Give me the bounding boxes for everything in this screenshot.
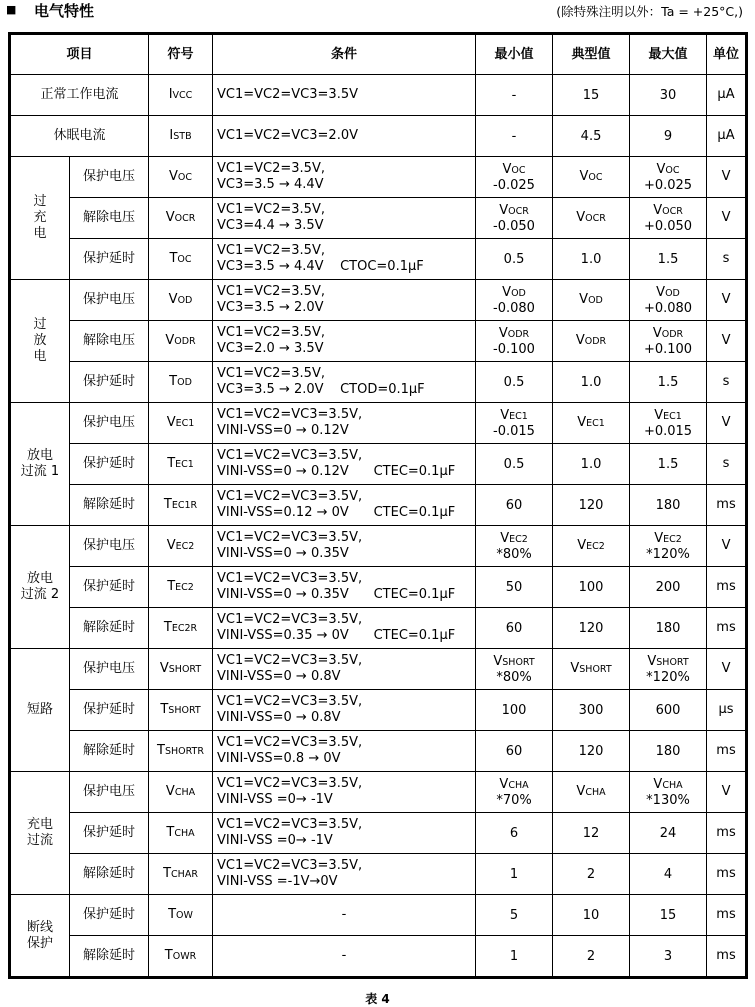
unit-cell: ms xyxy=(707,567,746,608)
symbol-cell: TSHORT xyxy=(149,690,213,731)
unit-cell: μA xyxy=(707,75,746,116)
col-header-min: 最小值 xyxy=(476,35,553,75)
symbol-cell: TEC2 xyxy=(149,567,213,608)
symbol-cell: VSHORT xyxy=(149,649,213,690)
min-value: 1 xyxy=(476,854,553,895)
symbol-cell: TOD xyxy=(149,362,213,403)
condition-line-2: VINI-VSS=0 → 0.12V xyxy=(217,423,349,438)
min-value: VOCR -0.050 xyxy=(476,198,553,239)
group-label: 断线 保护 xyxy=(11,895,70,977)
typ-value: 12 xyxy=(553,813,630,854)
table-row xyxy=(11,321,746,362)
typ-value: 300 xyxy=(553,690,630,731)
section-title: 电气特性 xyxy=(34,2,95,20)
unit-cell: ms xyxy=(707,895,746,936)
symbol-cell: TEC1R xyxy=(149,485,213,526)
condition-line-2: VC3=3.5 → 4.4V CTOC=0.1μF xyxy=(217,259,424,274)
min-value: 6 xyxy=(476,813,553,854)
min-value: 5 xyxy=(476,895,553,936)
symbol-cell: VOD xyxy=(149,280,213,321)
condition-cell xyxy=(213,936,476,977)
max-value: VSHORT *120% xyxy=(630,649,707,690)
unit-cell: V xyxy=(707,157,746,198)
max-value: 1.5 xyxy=(630,239,707,280)
param-label: 解除延时 xyxy=(70,854,149,895)
item-label: 正常工作电流 xyxy=(11,75,149,116)
max-value: 1.5 xyxy=(630,362,707,403)
condition-line-2: VINI-VSS=0 → 0.8V xyxy=(217,710,341,725)
condition-line-1: VC1=VC2=VC3=3.5V xyxy=(217,87,358,102)
max-value: 15 xyxy=(630,895,707,936)
condition-cell xyxy=(213,75,476,116)
condition-line-2: VINI-VSS=0 → 0.35V CTEC=0.1μF xyxy=(217,587,456,602)
condition-cell xyxy=(213,526,476,567)
condition-cell xyxy=(213,116,476,157)
min-value: VCHA *70% xyxy=(476,772,553,813)
col-header-condition: 条件 xyxy=(213,35,476,75)
condition-line-1: VC1=VC2=3.5V, xyxy=(217,325,325,340)
condition-cell xyxy=(213,690,476,731)
item-label: 休眠电流 xyxy=(11,116,149,157)
group-label: 过 充 电 xyxy=(11,157,70,280)
unit-cell: ms xyxy=(707,608,746,649)
symbol-cell: IVCC xyxy=(149,75,213,116)
electrical-characteristics-table xyxy=(10,34,746,977)
unit-cell: V xyxy=(707,403,746,444)
param-label: 保护延时 xyxy=(70,239,149,280)
symbol-cell: VODR xyxy=(149,321,213,362)
max-value: 3 xyxy=(630,936,707,977)
condition-line-2: VC3=3.5 → 4.4V xyxy=(217,177,324,192)
table-row xyxy=(11,690,746,731)
unit-cell: ms xyxy=(707,854,746,895)
min-value: 50 xyxy=(476,567,553,608)
min-value: - xyxy=(476,75,553,116)
max-value: 9 xyxy=(630,116,707,157)
typ-value: VSHORT xyxy=(553,649,630,690)
param-label: 保护延时 xyxy=(70,444,149,485)
table-row xyxy=(11,280,746,321)
table-row xyxy=(11,526,746,567)
param-label: 解除延时 xyxy=(70,731,149,772)
condition-cell xyxy=(213,608,476,649)
condition-cell xyxy=(213,731,476,772)
max-value: 4 xyxy=(630,854,707,895)
typ-value: 100 xyxy=(553,567,630,608)
table-row xyxy=(11,813,746,854)
max-value: 200 xyxy=(630,567,707,608)
typ-value: VOCR xyxy=(553,198,630,239)
condition-line-2: VINI-VSS=0.12 → 0V CTEC=0.1μF xyxy=(217,505,456,520)
min-value: 100 xyxy=(476,690,553,731)
param-label: 保护延时 xyxy=(70,690,149,731)
condition-line-1: VC1=VC2=3.5V, xyxy=(217,202,325,217)
max-value: VEC1 +0.015 xyxy=(630,403,707,444)
min-value: VEC2 *80% xyxy=(476,526,553,567)
typ-value: 1.0 xyxy=(553,362,630,403)
typ-value: 1.0 xyxy=(553,239,630,280)
col-header-symbol: 符号 xyxy=(149,35,213,75)
table-row xyxy=(11,772,746,813)
condition-cell xyxy=(213,813,476,854)
max-value: 180 xyxy=(630,485,707,526)
symbol-cell: TOWR xyxy=(149,936,213,977)
condition-cell xyxy=(213,485,476,526)
condition-line-2: VC3=3.5 → 2.0V CTOD=0.1μF xyxy=(217,382,425,397)
table-row xyxy=(11,936,746,977)
param-label: 保护电压 xyxy=(70,649,149,690)
max-value: VODR +0.100 xyxy=(630,321,707,362)
condition-cell xyxy=(213,198,476,239)
condition-line-1: - xyxy=(341,948,347,963)
unit-cell: V xyxy=(707,280,746,321)
table-row xyxy=(11,403,746,444)
typ-value: VCHA xyxy=(553,772,630,813)
table-row xyxy=(11,75,746,116)
max-value: VOD +0.080 xyxy=(630,280,707,321)
unit-cell: ms xyxy=(707,936,746,977)
min-value: VODR -0.100 xyxy=(476,321,553,362)
table-row xyxy=(11,895,746,936)
symbol-cell: TEC2R xyxy=(149,608,213,649)
condition-line-2: VINI-VSS=0 → 0.8V xyxy=(217,669,341,684)
symbol-cell: VCHA xyxy=(149,772,213,813)
typ-value: VODR xyxy=(553,321,630,362)
condition-line-1: VC1=VC2=VC3=3.5V, xyxy=(217,653,363,668)
condition-line-1: - xyxy=(341,907,347,922)
table-row xyxy=(11,157,746,198)
param-label: 保护电压 xyxy=(70,403,149,444)
max-value: 30 xyxy=(630,75,707,116)
condition-line-1: VC1=VC2=VC3=2.0V xyxy=(217,128,358,143)
condition-line-1: VC1=VC2=VC3=3.5V, xyxy=(217,858,363,873)
unit-cell: μA xyxy=(707,116,746,157)
typ-value: VEC2 xyxy=(553,526,630,567)
symbol-cell: VEC1 xyxy=(149,403,213,444)
max-value: 24 xyxy=(630,813,707,854)
condition-cell xyxy=(213,854,476,895)
typ-value: 4.5 xyxy=(553,116,630,157)
unit-cell: V xyxy=(707,772,746,813)
bullet-icon: ■ xyxy=(6,3,17,16)
unit-cell: ms xyxy=(707,731,746,772)
min-value: 0.5 xyxy=(476,362,553,403)
max-value: 180 xyxy=(630,731,707,772)
table-caption: 表 4 xyxy=(365,992,390,1006)
symbol-cell: VOC xyxy=(149,157,213,198)
max-value: VOC +0.025 xyxy=(630,157,707,198)
condition-cell xyxy=(213,567,476,608)
condition-cell xyxy=(213,444,476,485)
table-row xyxy=(11,608,746,649)
group-label: 放电 过流 2 xyxy=(11,526,70,649)
col-header-unit: 单位 xyxy=(707,35,746,75)
typ-value: 120 xyxy=(553,731,630,772)
condition-line-1: VC1=VC2=VC3=3.5V, xyxy=(217,612,363,627)
condition-line-1: VC1=VC2=VC3=3.5V, xyxy=(217,530,363,545)
group-label: 短路 xyxy=(11,649,70,772)
condition-line-2: VINI-VSS =0→ -1V xyxy=(217,792,333,807)
table-row xyxy=(11,649,746,690)
min-value: 60 xyxy=(476,485,553,526)
condition-cell xyxy=(213,403,476,444)
min-value: 0.5 xyxy=(476,444,553,485)
condition-line-1: VC1=VC2=3.5V, xyxy=(217,243,325,258)
min-value: VOC -0.025 xyxy=(476,157,553,198)
typ-value: VOC xyxy=(553,157,630,198)
condition-line-2: VINI-VSS=0 → 0.12V CTEC=0.1μF xyxy=(217,464,456,479)
col-header-item: 项目 xyxy=(11,35,149,75)
condition-line-2: VC3=3.5 → 2.0V xyxy=(217,300,324,315)
symbol-cell: TEC1 xyxy=(149,444,213,485)
condition-cell xyxy=(213,280,476,321)
max-value: VCHA *130% xyxy=(630,772,707,813)
unit-cell: V xyxy=(707,198,746,239)
symbol-cell: TSHORTR xyxy=(149,731,213,772)
condition-cell xyxy=(213,895,476,936)
table-row xyxy=(11,362,746,403)
table-row xyxy=(11,854,746,895)
min-value: VOD -0.080 xyxy=(476,280,553,321)
condition-line-1: VC1=VC2=VC3=3.5V, xyxy=(217,817,363,832)
condition-line-1: VC1=VC2=3.5V, xyxy=(217,161,325,176)
condition-line-1: VC1=VC2=VC3=3.5V, xyxy=(217,694,363,709)
param-label: 解除延时 xyxy=(70,936,149,977)
condition-line-1: VC1=VC2=VC3=3.5V, xyxy=(217,407,363,422)
param-label: 解除电压 xyxy=(70,198,149,239)
param-label: 保护电压 xyxy=(70,526,149,567)
col-header-max: 最大值 xyxy=(630,35,707,75)
param-label: 保护电压 xyxy=(70,280,149,321)
condition-line-2: VC3=2.0 → 3.5V xyxy=(217,341,324,356)
condition-line-2: VINI-VSS=0 → 0.35V xyxy=(217,546,349,561)
symbol-cell: TOC xyxy=(149,239,213,280)
table-row xyxy=(11,567,746,608)
symbol-cell: VEC2 xyxy=(149,526,213,567)
param-label: 解除电压 xyxy=(70,321,149,362)
condition-note: (除特殊注明以外：Ta = +25°C,) xyxy=(556,4,743,19)
table-row xyxy=(11,731,746,772)
condition-line-1: VC1=VC2=3.5V, xyxy=(217,284,325,299)
condition-line-1: VC1=VC2=VC3=3.5V, xyxy=(217,776,363,791)
typ-value: 2 xyxy=(553,854,630,895)
symbol-cell: TOW xyxy=(149,895,213,936)
min-value: - xyxy=(476,116,553,157)
condition-cell xyxy=(213,321,476,362)
typ-value: 120 xyxy=(553,485,630,526)
min-value: 60 xyxy=(476,731,553,772)
max-value: VOCR +0.050 xyxy=(630,198,707,239)
param-label: 解除延时 xyxy=(70,485,149,526)
table-row xyxy=(11,116,746,157)
max-value: 180 xyxy=(630,608,707,649)
condition-line-1: VC1=VC2=VC3=3.5V, xyxy=(217,735,363,750)
condition-line-1: VC1=VC2=VC3=3.5V, xyxy=(217,571,363,586)
table-row xyxy=(11,485,746,526)
typ-value: 120 xyxy=(553,608,630,649)
condition-cell xyxy=(213,157,476,198)
symbol-cell: TCHA xyxy=(149,813,213,854)
typ-value: 15 xyxy=(553,75,630,116)
table-row xyxy=(11,198,746,239)
unit-cell: s xyxy=(707,444,746,485)
condition-line-1: VC1=VC2=VC3=3.5V, xyxy=(217,448,363,463)
min-value: 0.5 xyxy=(476,239,553,280)
min-value: 1 xyxy=(476,936,553,977)
min-value: VSHORT *80% xyxy=(476,649,553,690)
table-row xyxy=(11,239,746,280)
typ-value: VOD xyxy=(553,280,630,321)
typ-value: 2 xyxy=(553,936,630,977)
max-value: VEC2 *120% xyxy=(630,526,707,567)
min-value: VEC1 -0.015 xyxy=(476,403,553,444)
typ-value: 1.0 xyxy=(553,444,630,485)
symbol-cell: ISTB xyxy=(149,116,213,157)
condition-cell xyxy=(213,239,476,280)
condition-line-1: VC1=VC2=VC3=3.5V, xyxy=(217,489,363,504)
param-label: 保护电压 xyxy=(70,157,149,198)
min-value: 60 xyxy=(476,608,553,649)
param-label: 保护延时 xyxy=(70,567,149,608)
condition-line-2: VINI-VSS =0→ -1V xyxy=(217,833,333,848)
unit-cell: ms xyxy=(707,485,746,526)
typ-value: 10 xyxy=(553,895,630,936)
unit-cell: V xyxy=(707,321,746,362)
unit-cell: μs xyxy=(707,690,746,731)
param-label: 保护延时 xyxy=(70,895,149,936)
max-value: 1.5 xyxy=(630,444,707,485)
condition-line-2: VC3=4.4 → 3.5V xyxy=(217,218,324,233)
param-label: 保护电压 xyxy=(70,772,149,813)
unit-cell: V xyxy=(707,526,746,567)
condition-cell xyxy=(213,362,476,403)
unit-cell: s xyxy=(707,362,746,403)
param-label: 保护延时 xyxy=(70,813,149,854)
col-header-typ: 典型值 xyxy=(553,35,630,75)
condition-line-2: VINI-VSS=0.8 → 0V xyxy=(217,751,341,766)
param-label: 保护延时 xyxy=(70,362,149,403)
condition-line-2: VINI-VSS =-1V→0V xyxy=(217,874,338,889)
condition-cell xyxy=(213,772,476,813)
symbol-cell: VOCR xyxy=(149,198,213,239)
group-label: 过 放 电 xyxy=(11,280,70,403)
group-label: 放电 过流 1 xyxy=(11,403,70,526)
condition-line-2: VINI-VSS=0.35 → 0V CTEC=0.1μF xyxy=(217,628,456,643)
section-header xyxy=(0,0,755,26)
condition-line-1: VC1=VC2=3.5V, xyxy=(217,366,325,381)
table-header-row xyxy=(11,35,746,75)
condition-cell xyxy=(213,649,476,690)
group-label: 充电 过流 xyxy=(11,772,70,895)
table-row xyxy=(11,444,746,485)
max-value: 600 xyxy=(630,690,707,731)
symbol-cell: TCHAR xyxy=(149,854,213,895)
typ-value: VEC1 xyxy=(553,403,630,444)
param-label: 解除延时 xyxy=(70,608,149,649)
unit-cell: s xyxy=(707,239,746,280)
unit-cell: ms xyxy=(707,813,746,854)
unit-cell: V xyxy=(707,649,746,690)
